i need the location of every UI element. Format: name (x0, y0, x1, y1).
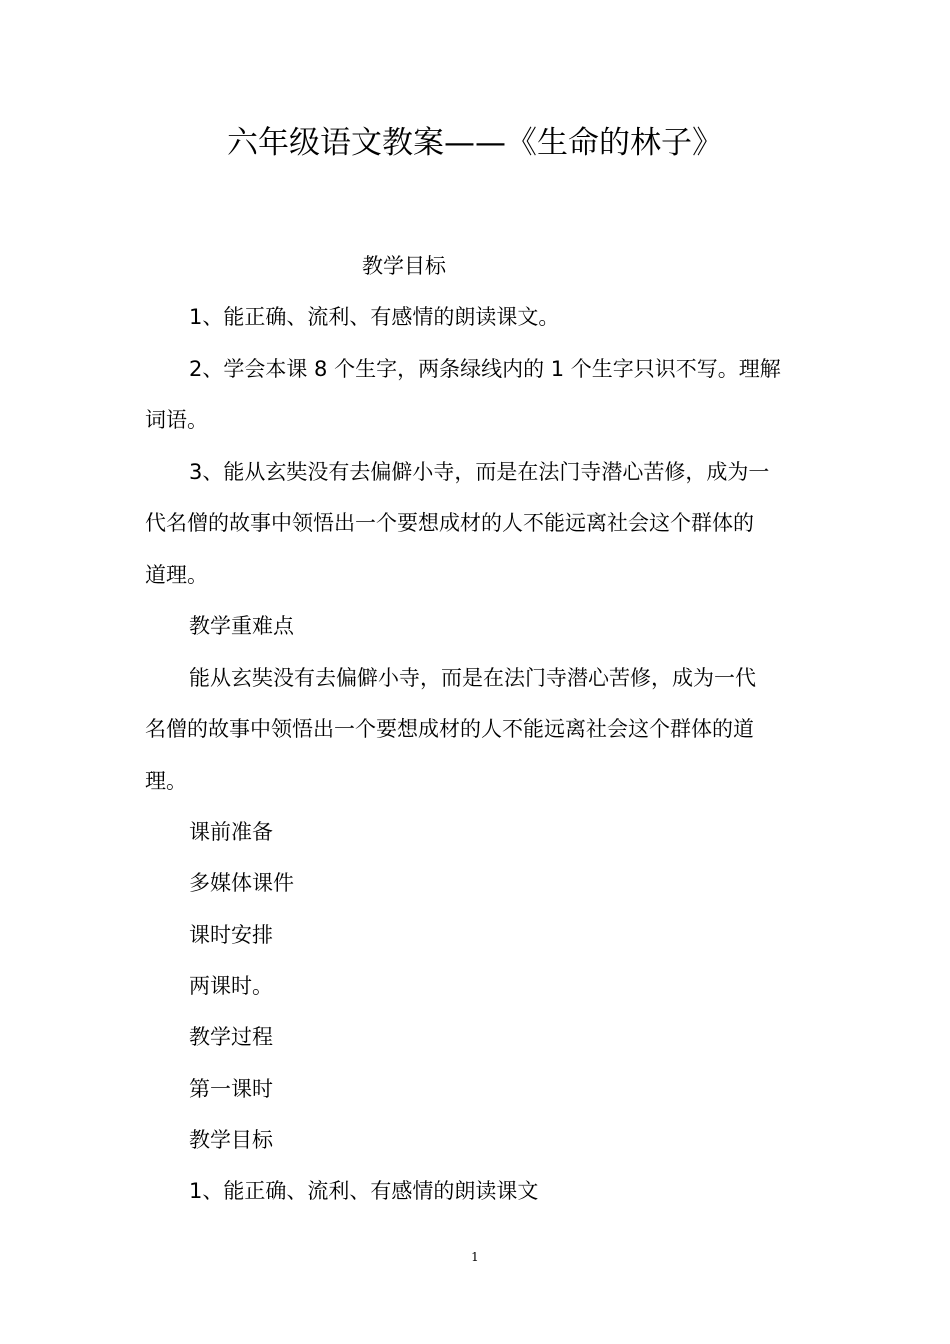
objective-2-line-1: 2、学会本课 8 个生字，两条绿线内的 1 个生字只识不写。理解 (189, 357, 781, 381)
section-heading-schedule: 课时安排 (189, 923, 273, 947)
section-heading-key-points: 教学重难点 (189, 614, 294, 638)
page-number: 1 (471, 1250, 479, 1264)
document-title: 六年级语文教案——《生命的林子》 (227, 125, 723, 161)
section-heading-process: 教学过程 (189, 1025, 273, 1049)
key-points-line-3: 理。 (145, 769, 187, 793)
objective-3-line-2: 代名僧的故事中领悟出一个要想成材的人不能远离社会这个群体的 (145, 511, 754, 535)
objective-1: 1、能正确、流利、有感情的朗读课文。 (189, 305, 560, 329)
preparation-text: 多媒体课件 (189, 871, 294, 895)
section-heading-preparation: 课前准备 (189, 820, 273, 844)
objective-3-line-3: 道理。 (145, 563, 208, 587)
key-points-line-2: 名僧的故事中领悟出一个要想成材的人不能远离社会这个群体的道 (145, 717, 754, 741)
lesson-heading-first: 第一课时 (189, 1077, 273, 1101)
section-heading-objectives: 教学目标 (362, 254, 446, 278)
key-points-line-1: 能从玄奘没有去偏僻小寺，而是在法门寺潜心苦修，成为一代 (189, 666, 756, 690)
objective-3-line-1: 3、能从玄奘没有去偏僻小寺，而是在法门寺潜心苦修，成为一 (189, 460, 770, 484)
objective-1-repeat: 1、能正确、流利、有感情的朗读课文 (189, 1179, 539, 1203)
objective-2-line-2: 词语。 (145, 408, 208, 432)
section-heading-objectives-2: 教学目标 (189, 1128, 273, 1152)
schedule-text: 两课时。 (189, 974, 273, 998)
